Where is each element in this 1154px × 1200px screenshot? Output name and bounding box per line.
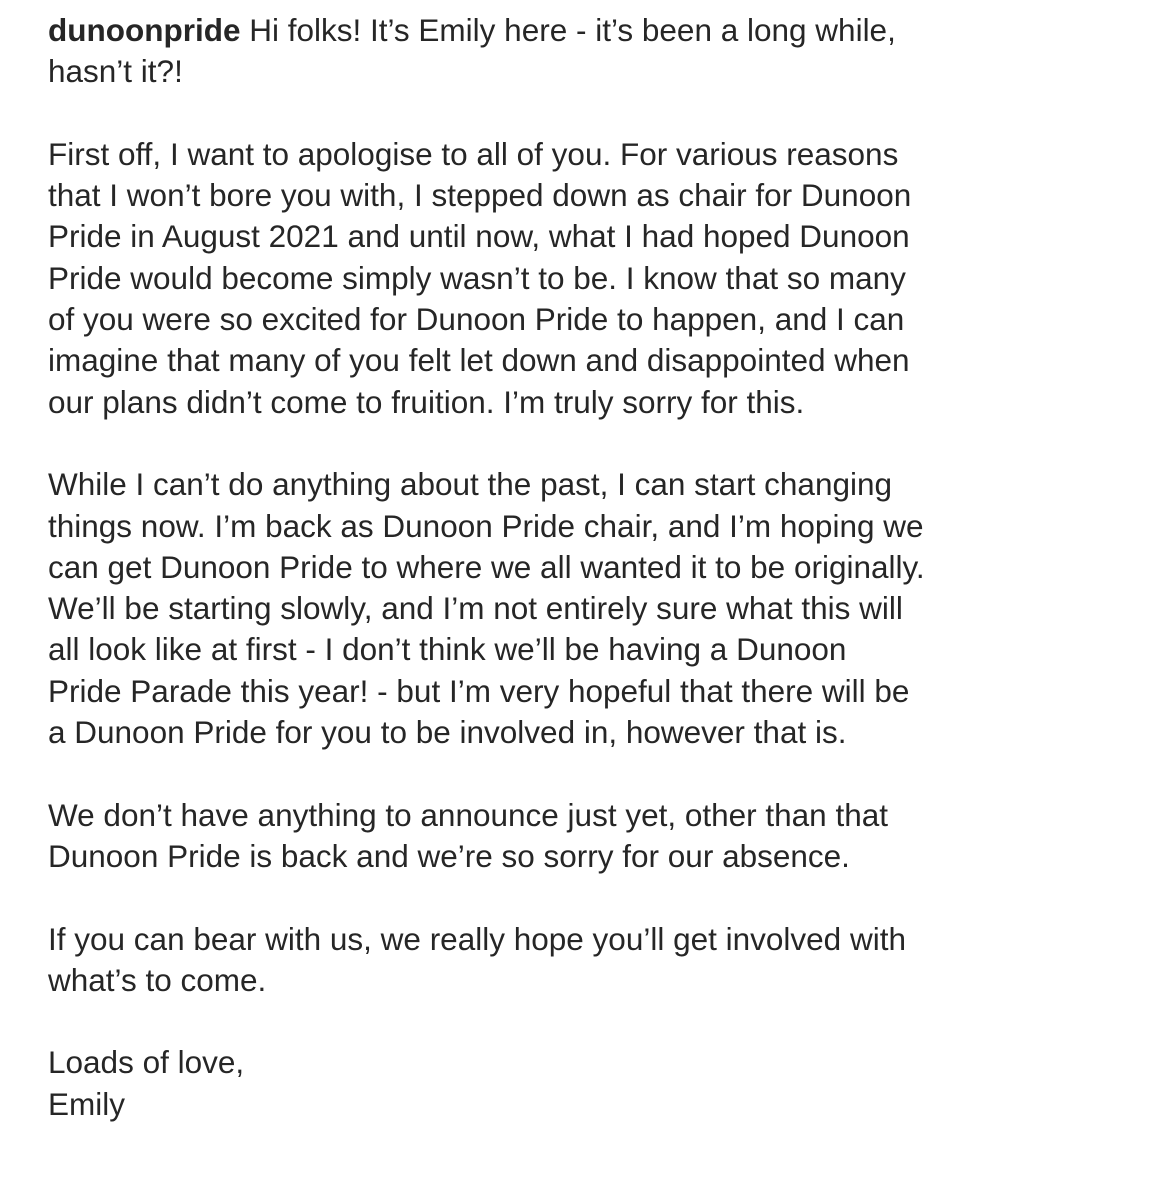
caption-paragraph-return: While I can’t do anything about the past, I can start changing things now. I’m back as Dunoon Pride chair, and I’m hoping we can get Dunoon Pride to where we all wanted it to be originally. We’ll be starting slowly, and I’m not entirely sure what this will all look like at first - I don’t think we’ll be having a Dunoon Pride Parade this year! - but I’m very hopeful that there will be a Dunoon Pride for you to be involved in, however that is. bbox=[48, 466, 925, 751]
caption-paragraph-apology: First off, I want to apologise to all of you. For various reasons that I won’t bore you with, I stepped down as chair for Dunoon Pride in August 2021 and until now, what I had hoped Dunoon Pride would become simply wasn’t to be. I know that so many of you were so excited for Dunoon Pride to happen, and I can imagine that many of you felt let down and disappointed when our plans didn’t come to fruition. I’m truly sorry for this. bbox=[48, 135, 912, 420]
post-caption bbox=[48, 10, 1138, 1125]
caption-paragraph-invitation: If you can bear with us, we really hope you’ll get involved with what’s to come. bbox=[48, 920, 906, 998]
caption-paragraph-announcement: We don’t have anything to announce just yet, other than that Dunoon Pride is back and we’re so sorry for our absence. bbox=[48, 796, 888, 874]
caption-signoff: Loads of love, Emily bbox=[48, 1044, 245, 1122]
caption-intro bbox=[48, 10, 1138, 93]
caption-intro-text: Hi folks! It’s Emily here - it’s been a long while, hasn’t it?! bbox=[48, 12, 896, 90]
username-link[interactable]: dunoonpride bbox=[48, 12, 241, 48]
